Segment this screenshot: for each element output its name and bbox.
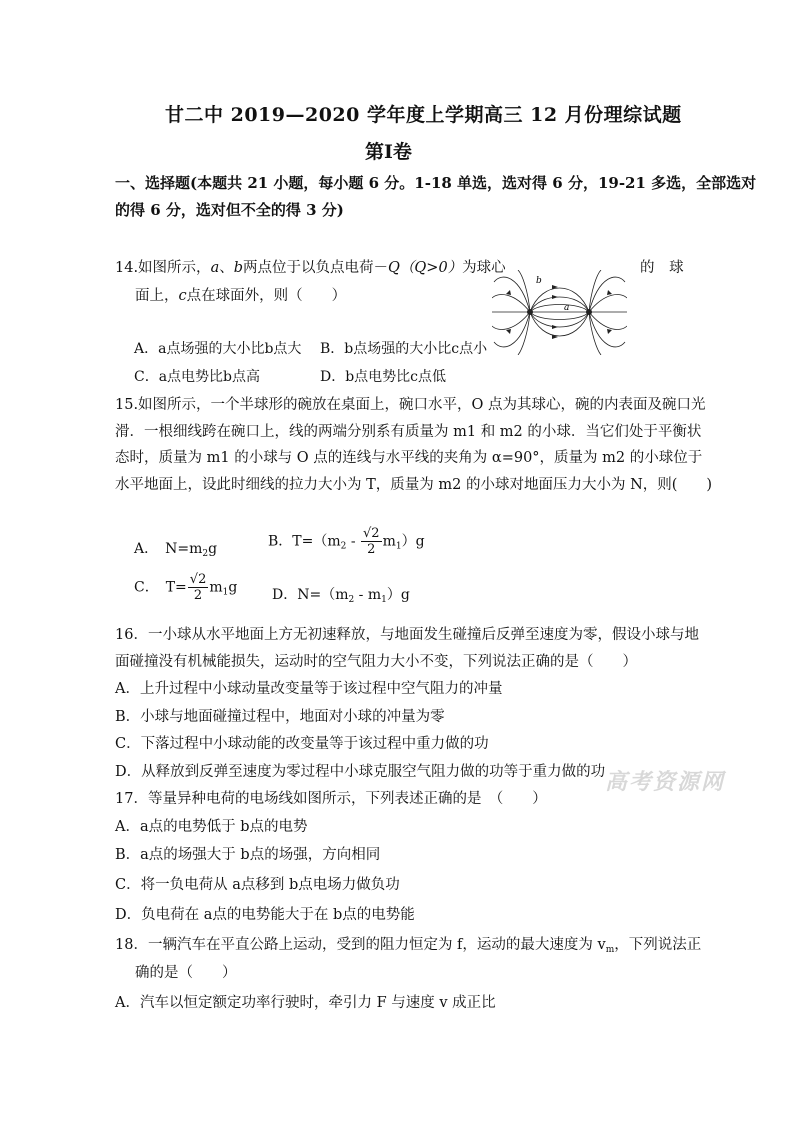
fraction-denominator: 2: [367, 542, 376, 557]
q15-line4: 水平地面上，设此时细线的拉力大小为 T，质量为 m2 的小球对地面压力大小为 N，则( ): [115, 477, 713, 493]
q18-line2: 确的是（ ）: [135, 965, 237, 981]
q18-line1: [115, 933, 701, 955]
q14-line1: [115, 256, 506, 277]
fraction: [361, 527, 382, 556]
q14-point-c: c: [178, 288, 187, 304]
q16-line2: 面碰撞没有机械能损失，运动时的空气阻力大小不变，下列说法正确的是（ ）: [115, 654, 637, 670]
q14-charge: Q: [388, 260, 400, 276]
q15-option-b-text: m: [382, 533, 396, 550]
fraction: [188, 573, 209, 602]
q14-text: （Q>0）: [399, 260, 463, 276]
q15-option-a-text: A． N=m: [134, 541, 203, 557]
q15-option-d-text: - m: [354, 587, 382, 603]
figure-label-b: b: [536, 276, 542, 286]
subscript: 2: [348, 595, 355, 605]
subscript: 2: [340, 541, 347, 552]
q14-text: 两点位于以负点电荷－: [243, 260, 389, 276]
q16-option-a: A．上升过程中小球动量改变量等于该过程中空气阻力的冲量: [115, 681, 503, 697]
q15-option-b-text: -: [346, 533, 361, 550]
q15-option-d: [272, 584, 410, 605]
page-title: 甘二中 2019—2020 学年度上学期高三 12 月份理综试题: [165, 104, 682, 126]
q17-option-a: A．a点的电势低于 b点的电势: [115, 819, 308, 835]
q14-text: 、: [219, 260, 234, 276]
q15-option-b-text: B．T=（m: [268, 533, 341, 550]
q14-option-d: D．b点电势比c点低: [320, 369, 447, 385]
section-heading-line2: 的得 6 分，选对但不全的得 3 分): [115, 201, 344, 219]
subscript: m: [605, 945, 615, 955]
q17-option-b: B．a点的场强大于 b点的场强，方向相同: [115, 847, 381, 863]
q14-line1-tail: 的 球: [640, 260, 684, 276]
figure-label-a: a: [564, 303, 570, 313]
q14-text: 为球心: [462, 260, 506, 276]
electric-field-figure: [492, 270, 627, 355]
q15-option-b: [268, 527, 425, 556]
q18-text: 18．一辆汽车在平直公路上运动，受到的阻力恒定为 f，运动的最大速度为 v: [115, 937, 606, 953]
q14-point-a: a: [210, 260, 220, 276]
q14-point-b: b: [233, 260, 244, 276]
q14-text: 点在球面外，则（ ）: [186, 288, 347, 304]
q14-option-b: B．b点场强的大小比c点小: [320, 341, 488, 357]
q15-line2: 滑．一根细线跨在碗口上，线的两端分别系有质量为 m1 和 m2 的小球．当它们处于平衡状: [115, 424, 702, 440]
q15-option-c-text: g: [228, 579, 238, 596]
subscript: 2: [202, 549, 209, 559]
q15-option-a: [134, 538, 217, 559]
q15-option-a-text: g: [208, 541, 218, 557]
q14-text: 14.如图所示，: [115, 260, 211, 276]
q17-line1: 17．等量异种电荷的电场线如图所示，下列表述正确的是 （ ）: [115, 791, 547, 807]
q15-option-d-text: ）g: [386, 587, 410, 603]
watermark: 高考资源网: [605, 769, 726, 795]
q14-line2: [135, 284, 346, 305]
volume-label: 第Ⅰ卷: [365, 141, 412, 163]
q15-line3: 态时，质量为 m1 的小球与 O 点的连线与水平线的夹角为 α=90°，质量为 m2 的小球位于: [115, 450, 703, 466]
subscript: 1: [381, 595, 387, 605]
q17-option-c: C．将一负电荷从 a点移到 b点电场力做负功: [115, 877, 400, 893]
q15-option-b-text: ）g: [401, 533, 425, 550]
q16-option-b: B．小球与地面碰撞过程中，地面对小球的冲量为零: [115, 709, 445, 725]
fraction-denominator: 2: [193, 588, 203, 603]
subscript: 1: [222, 587, 229, 598]
fraction-numerator: √2: [363, 526, 380, 541]
q16-option-c: C．下落过程中小球动能的改变量等于该过程中重力做的功: [115, 736, 489, 752]
q14-option-c: C．a点电势比b点高: [134, 369, 261, 385]
q14-option-a: A．a点场强的大小比b点大: [134, 341, 302, 357]
q18-option-a: A．汽车以恒定额定功率行驶时，牵引力 F 与速度 v 成正比: [115, 995, 496, 1011]
q15-option-c-text: C． T=: [134, 579, 187, 596]
fraction-numerator: √2: [189, 572, 207, 587]
q15-option-d-text: D．N=（m: [272, 587, 349, 603]
q18-text: ，下列说法正: [614, 937, 702, 953]
section-heading-line1: 一、选择题(本题共 21 小题，每小题 6 分。1-18 单选，选对得 6 分，19-21 多选，全部选对: [115, 174, 757, 192]
q15-option-c: [134, 573, 237, 602]
q17-option-d: D．负电荷在 a点的电势能大于在 b点的电势能: [115, 907, 415, 923]
q16-option-d: D．从释放到反弹至速度为零过程中小球克服空气阻力做的功等于重力做的功: [115, 764, 606, 780]
subscript: 1: [395, 541, 402, 552]
q15-option-c-text: m: [209, 579, 223, 596]
q15-line1: 15.如图所示，一个半球形的碗放在桌面上，碗口水平，O 点为其球心，碗的内表面及碗口光: [115, 397, 706, 413]
q16-line1: 16．一小球从水平地面上方无初速释放，与地面发生碰撞后反弹至速度为零，假设小球与地: [115, 627, 699, 643]
q14-text: 面上，: [135, 288, 179, 304]
